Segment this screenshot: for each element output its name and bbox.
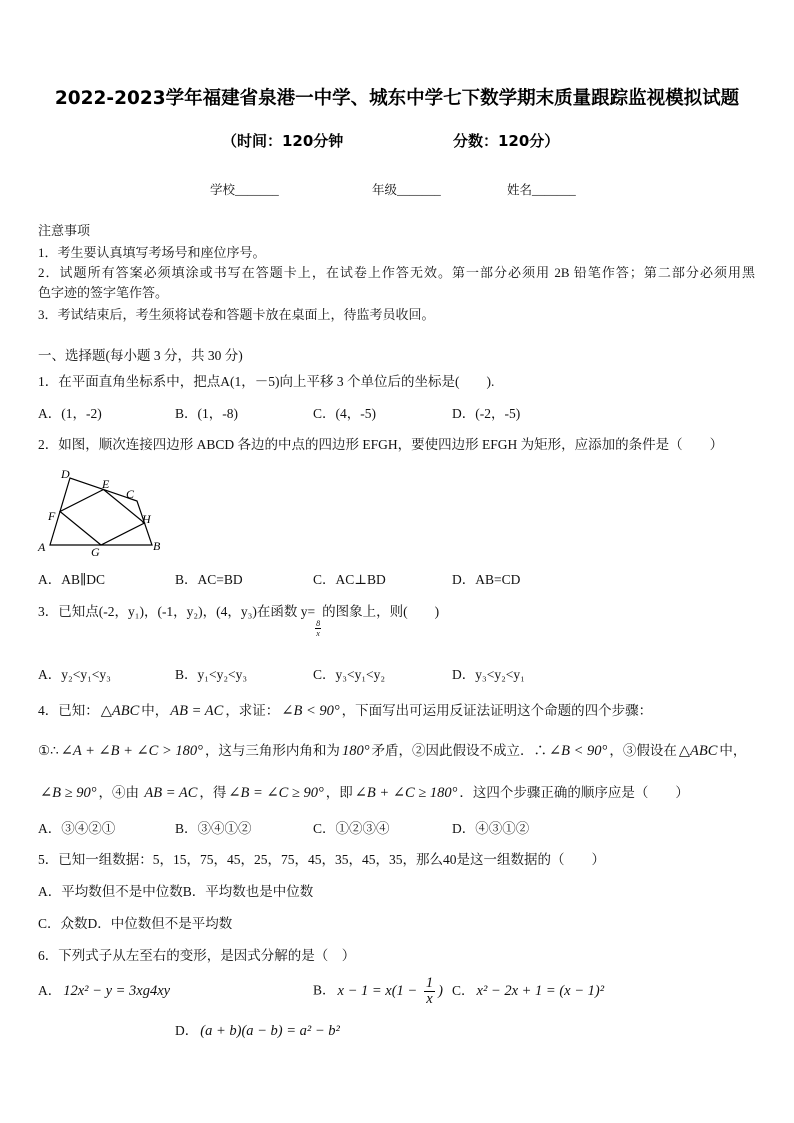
fraction-denominator: x <box>426 991 433 1007</box>
question-1-option-a: A．(1，-2) <box>38 406 102 421</box>
school-field: 学校_______ <box>210 183 279 197</box>
question-1-option-c: C．(4，-5) <box>313 406 376 421</box>
question-4-line-2 <box>38 741 746 761</box>
question-4-options <box>0 819 794 839</box>
option-label: A． <box>38 983 62 998</box>
question-2-options <box>0 570 794 590</box>
q4-math: ∠B < 90° <box>549 743 608 759</box>
q4-text: ，求证： <box>225 703 280 718</box>
question-2-option-b: B．AC=BD <box>175 572 243 587</box>
question-6-options-row-1 <box>0 975 794 1007</box>
question-2-option-d: D．AB=CD <box>452 572 521 587</box>
question-6-option-c <box>452 981 606 1001</box>
question-1-option-d: D．(-2，-5) <box>452 406 521 421</box>
question-6-option-a <box>38 981 172 1001</box>
option-fraction <box>424 976 435 1007</box>
function-fraction <box>315 619 321 638</box>
question-5-stem: 5．已知一组数据：5，15，75，45，25，75，45，35，45，35，那么40是这一组数据的（ ） <box>38 852 605 867</box>
question-5-option-d: D．中位数但不是平均数 <box>87 916 233 931</box>
option-label: C． <box>452 983 475 998</box>
exam-meta <box>0 131 794 151</box>
q4-math: ∠B ≥ 90° <box>40 785 97 801</box>
question-3-text-before: 3．已知点(-2，y₁)，(-1，y₂)，(4，y₃)在函数 y= <box>38 604 316 619</box>
quadrilateral-figure <box>36 464 168 562</box>
question-3-stem <box>38 602 440 638</box>
q4-text: 4．已知： <box>38 703 99 718</box>
vertex-label-g: G <box>91 545 100 559</box>
time-limit: （时间：120分钟 <box>222 132 344 150</box>
fraction-numerator: 1 <box>425 975 434 991</box>
question-4-option-b: B．③④①② <box>175 821 252 836</box>
question-5-options-row-1 <box>38 882 313 902</box>
q4-math: △ABC <box>100 703 140 719</box>
student-info <box>0 180 794 200</box>
q4-math: ∠B + ∠C ≥ 180° <box>354 785 458 801</box>
question-3-option-b: B．y₁<y₂<y₃ <box>175 667 248 682</box>
question-3-option-a: A．y₂<y₁<y₃ <box>38 667 111 682</box>
q4-text: 中， <box>141 703 169 718</box>
q4-math: ∠B < 90° <box>281 703 340 719</box>
q4-text: ，即 <box>325 785 353 800</box>
fraction-denominator: x <box>316 629 320 638</box>
question-3-option-d: D．y₃<y₂<y₁ <box>452 667 525 682</box>
notice-heading: 注意事项 <box>38 223 91 238</box>
notice-item-2-continued: 色字迹的签字笔作答。 <box>38 285 169 300</box>
vertex-label-a: A <box>38 540 46 554</box>
vertex-label-b: B <box>153 539 161 553</box>
grade-field: 年级_______ <box>372 183 441 197</box>
question-5-option-c: C．众数 <box>38 916 88 931</box>
vertex-label-c: C <box>126 487 135 501</box>
question-4-line-1 <box>38 701 652 721</box>
q4-math: AB = AC <box>170 703 224 719</box>
q4-text: ，③假设在 <box>609 743 677 758</box>
question-5-options-row-2 <box>38 914 232 934</box>
q4-math: ∠A + ∠B + ∠C > 180° <box>60 743 203 759</box>
option-expression: (a + b)(a − b) = a² − b² <box>200 1023 340 1039</box>
option-expression: x − 1 = x(1 − <box>337 982 421 999</box>
q4-text: ，得 <box>199 785 227 800</box>
question-2-option-c: C．AC⊥BD <box>313 572 386 587</box>
question-3-options <box>0 665 794 685</box>
option-expression-end: ) <box>438 982 443 999</box>
q4-math: 180° <box>341 743 370 759</box>
section-heading: 一、选择题(每小题 3 分，共 30 分) <box>38 348 243 363</box>
vertex-label-f: F <box>48 509 56 523</box>
q4-text: ，这与三角形内角和为 <box>204 743 340 758</box>
question-6-stem: 6．下列式子从左至右的变形，是因式分解的是（ ） <box>38 948 356 963</box>
notice-item-2: 2．试题所有答案必须填涂或书写在答题卡上，在试卷上作答无效。第一部分必须用 2B 铅笔作答；第二部分必须用黑 <box>38 265 755 280</box>
question-5-option-b: B．平均数也是中位数 <box>182 884 314 899</box>
total-score: 分数：120分） <box>453 132 560 150</box>
question-5-option-a: A．平均数但不是中位数 <box>38 884 183 899</box>
notice-item-1: 1．考生要认真填写考场号和座位序号。 <box>38 245 266 260</box>
fraction-numerator: 8 <box>316 619 321 628</box>
q4-text: ．这四个步骤正确的顺序应是（ ） <box>459 785 689 800</box>
question-6-option-b <box>313 976 445 1007</box>
outer-quadrilateral-abcd <box>50 478 152 545</box>
vertex-label-d: D <box>61 467 70 481</box>
option-label: D． <box>175 1023 199 1038</box>
q4-text: ，④由 <box>98 785 143 800</box>
name-field: 姓名_______ <box>507 183 576 197</box>
question-3-option-c: C．y₃<y₁<y₂ <box>313 667 386 682</box>
exam-title: 2022-2023学年福建省泉港一中学、城东中学七下数学期末质量跟踪监视模拟试题 <box>54 88 740 109</box>
question-2-option-a: A．AB∥DC <box>38 572 105 587</box>
question-4-option-d: D．④③①② <box>452 821 530 836</box>
q4-math: ∠B = ∠C ≥ 90° <box>228 785 324 801</box>
q4-math: △ABC <box>678 743 718 759</box>
question-6-option-d <box>175 1021 342 1041</box>
notice-item-3: 3．考试结束后，考生须将试卷和答题卡放在桌面上，待监考员收回。 <box>38 307 435 322</box>
question-2-stem: 2．如图，顺次连接四边形 ABCD 各边的中点的四边形 EFGH，要使四边形 EFGH 为矩形，应添加的条件是（ ） <box>38 437 724 452</box>
question-4-option-a: A．③④②① <box>38 821 116 836</box>
q4-text: 中， <box>719 743 747 758</box>
option-label: B． <box>313 982 336 998</box>
question-6-options-row-2 <box>0 1021 794 1041</box>
question-4-option-c: C．①②③④ <box>313 821 390 836</box>
option-expression: x² − 2x + 1 = (x − 1)² <box>476 983 605 999</box>
question-4-line-3 <box>38 783 689 803</box>
question-3-text-after: 的图象上，则( ) <box>322 604 440 619</box>
question-1-options <box>0 404 794 424</box>
question-1-stem: 1．在平面直角坐标系中，把点A(1，－5)向上平移 3 个单位后的坐标是( ). <box>38 374 495 389</box>
option-expression: 12x² − y = 3xg4xy <box>63 983 171 999</box>
q4-text: ①∴ <box>38 743 59 758</box>
vertex-label-h: H <box>142 512 151 526</box>
q4-text: 矛盾，②因此假设不成立．∴ <box>371 743 547 758</box>
vertex-label-e: E <box>102 477 110 491</box>
question-1-option-b: B．(1，-8) <box>175 406 238 421</box>
q4-math: AB = AC <box>144 785 198 801</box>
q4-text: ，下面写出可运用反证法证明这个命题的四个步骤： <box>341 703 653 718</box>
